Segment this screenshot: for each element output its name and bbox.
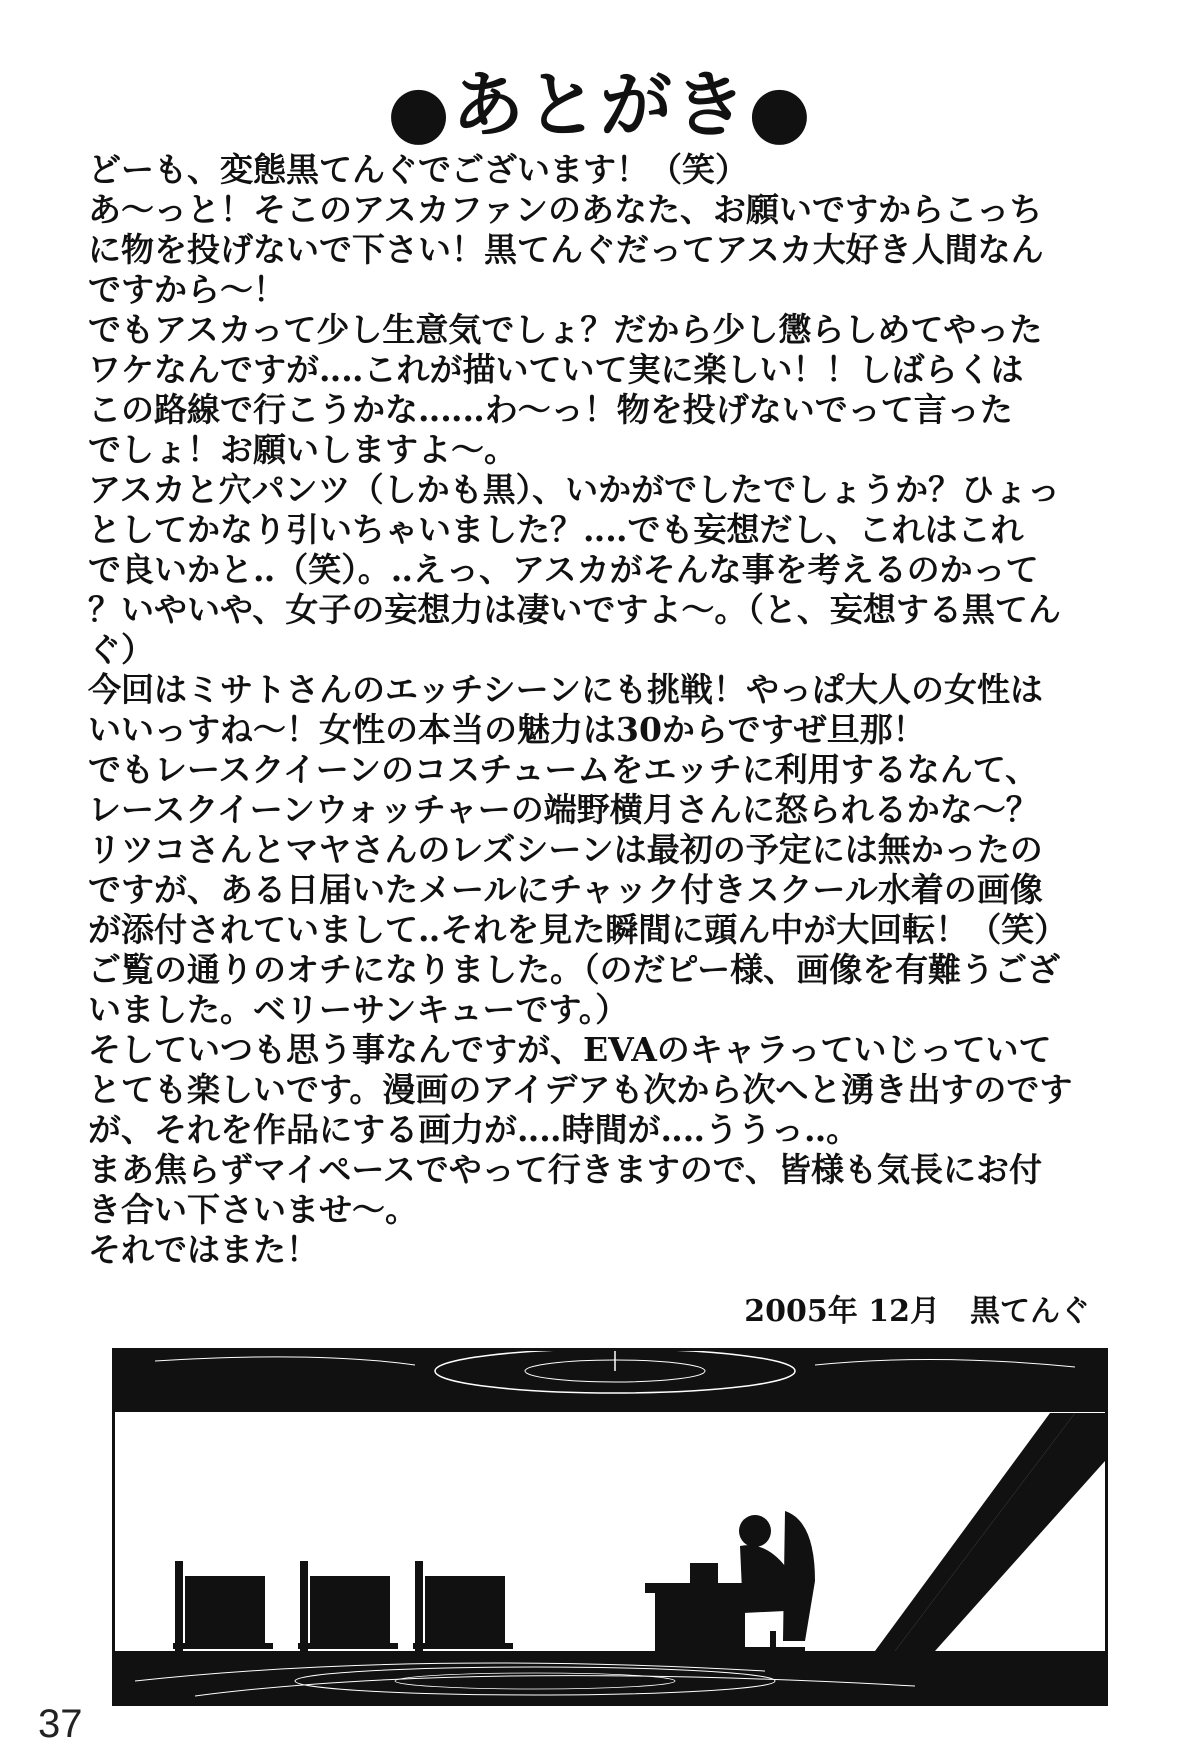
body-line: それではまた！	[88, 1230, 319, 1269]
signature-date: 2005年 12月 黒てんぐ	[744, 1294, 1090, 1329]
body-line: が添付されていまして‥それを見た瞬間に頭ん中が大回転！（笑）	[88, 910, 1068, 949]
body-line: リツコさんとマヤさんのレズシーンは最初の予定には無かったの	[88, 830, 1043, 869]
body-line: でしょ！お願いしますよ〜。	[88, 430, 517, 469]
body-line: き合い下さいませ〜。	[88, 1190, 418, 1229]
body-line: ご覧の通りのオチになりました。（のだピー様、画像を有難うござ	[88, 950, 1061, 989]
body-line: ぐ）	[88, 630, 154, 669]
body-line: そしていつも思う事なんですが、EVAのキャラっていじっていて	[88, 1030, 1052, 1069]
body-line: どーも、変態黒てんぐでございます！（笑）	[88, 150, 748, 189]
body-line: 今回はミサトさんのエッチシーンにも挑戦！やっぱ大人の女性は	[88, 670, 1044, 709]
heading-text: あとがき	[451, 62, 748, 147]
illustration-panel	[112, 1348, 1108, 1706]
body-line: でもレースクイーンのコスチュームをエッチに利用するなんて、	[88, 750, 1039, 789]
page-number: 37	[38, 1702, 83, 1746]
body-line: ？いやいや、女子の妄想力は凄いですよ〜。（と、妄想する黒てん	[88, 590, 1061, 629]
command-room-illustration	[115, 1351, 1105, 1703]
black-circle-icon: ●	[748, 68, 813, 153]
body-line: いいっすね〜！女性の本当の魅力は30からですぜ旦那！	[88, 710, 926, 749]
afterword-heading	[0, 60, 1200, 156]
body-line: ですから〜！	[88, 270, 286, 309]
body-line: とても楽しいです。漫画のアイデアも次から次へと湧き出すのです	[88, 1070, 1073, 1109]
body-line: この路線で行こうかな‥‥‥わ〜っ！物を投げないでって言った	[88, 390, 1013, 429]
body-line: いました。ベリーサンキューです。）	[88, 990, 629, 1029]
black-circle-icon: ●	[387, 68, 452, 153]
body-line: あ〜っと！そこのアスカファンのあなた、お願いですからこっち	[88, 190, 1043, 229]
body-line: アスカと穴パンツ（しかも黒）、いかがでしたでしょうか？ひょっ	[88, 470, 1061, 509]
body-line: で良いかと‥（笑）。‥えっ、アスカがそんな事を考えるのかって	[88, 550, 1039, 589]
body-line: ですが、ある日届いたメールにチャック付きスクール水着の画像	[88, 870, 1043, 909]
body-line: としてかなり引いちゃいました？‥‥でも妄想だし、これはこれ	[88, 510, 1024, 549]
afterword-body	[88, 150, 1128, 1270]
body-line: まあ焦らずマイペースでやって行きますので、皆様も気長にお付	[88, 1150, 1043, 1189]
body-line: が、それを作品にする画力が‥‥時間が‥‥ううっ‥。	[88, 1110, 860, 1149]
body-line: レースクイーンウォッチャーの端野横月さんに怒られるかな〜？	[88, 790, 1039, 829]
body-line: でもアスカって少し生意気でしょ？だから少し懲らしめてやった	[88, 310, 1043, 349]
body-line: ワケなんですが‥‥これが描いていて実に楽しい！！しばらくは	[88, 350, 1024, 389]
body-line: に物を投げないで下さい！黒てんぐだってアスカ大好き人間なん	[88, 230, 1044, 269]
